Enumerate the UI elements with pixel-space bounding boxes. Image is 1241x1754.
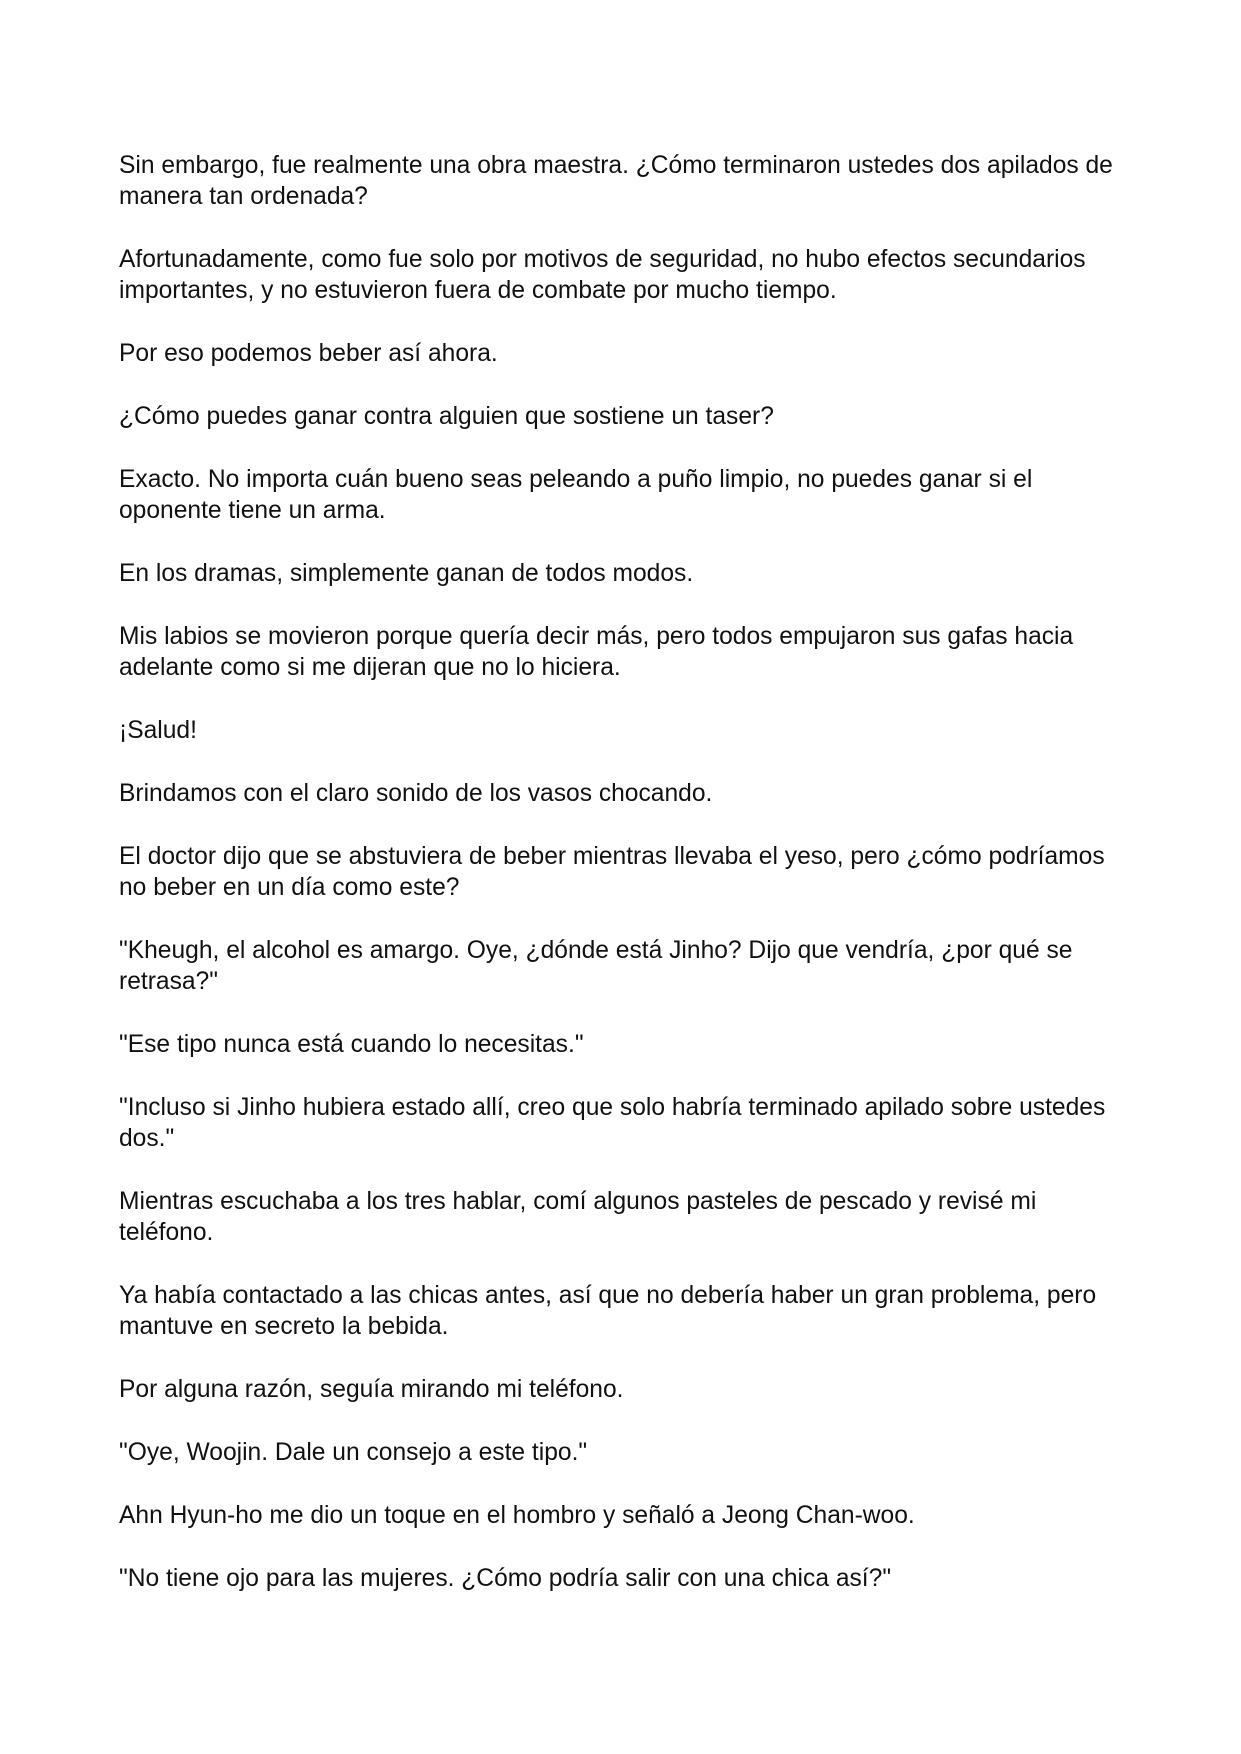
- paragraph: Ahn Hyun-ho me dio un toque en el hombro y señaló a Jeong Chan-woo.: [119, 1502, 915, 1529]
- paragraph: Por alguna razón, seguía mirando mi teléfono.: [119, 1376, 624, 1403]
- paragraph: Brindamos con el claro sonido de los vasos chocando.: [119, 780, 713, 807]
- paragraph: Ya había contactado a las chicas antes, así que no debería haber un gran problema, pero mantuve en secreto la bebida.: [119, 1282, 1097, 1340]
- paragraph: Afortunadamente, como fue solo por motivos de seguridad, no hubo efectos secundarios importantes, y no estuvieron fuera de combate por mucho tiempo.: [119, 246, 1086, 304]
- paragraph: "Oye, Woojin. Dale un consejo a este tipo.": [119, 1439, 588, 1466]
- paragraph: Exacto. No importa cuán bueno seas peleando a puño limpio, no puedes ganar si el oponente tiene un arma.: [119, 466, 1033, 524]
- paragraph: "Kheugh, el alcohol es amargo. Oye, ¿dónde está Jinho? Dijo que vendría, ¿por qué se retrasa?": [119, 937, 1073, 995]
- paragraph: El doctor dijo que se abstuviera de beber mientras llevaba el yeso, pero ¿cómo podríamos no beber en un día como este?: [119, 843, 1105, 901]
- document-body: [119, 150, 1124, 1626]
- paragraph: Mis labios se movieron porque quería decir más, pero todos empujaron sus gafas hacia adelante como si me dijeran que no lo hiciera.: [119, 623, 1074, 681]
- paragraph: Por eso podemos beber así ahora.: [119, 340, 498, 367]
- paragraph: "Incluso si Jinho hubiera estado allí, creo que solo habría terminado apilado sobre ustedes dos.": [119, 1094, 1106, 1152]
- paragraph: En los dramas, simplemente ganan de todos modos.: [119, 560, 694, 587]
- paragraph: "Ese tipo nunca está cuando lo necesitas.": [119, 1031, 584, 1058]
- paragraph: Mientras escuchaba a los tres hablar, comí algunos pasteles de pescado y revisé mi teléfono.: [119, 1188, 1037, 1246]
- paragraph: ¡Salud!: [119, 717, 197, 744]
- paragraph: Sin embargo, fue realmente una obra maestra. ¿Cómo terminaron ustedes dos apilados de manera tan ordenada?: [119, 152, 1113, 210]
- paragraph: "No tiene ojo para las mujeres. ¿Cómo podría salir con una chica así?": [119, 1565, 892, 1592]
- paragraph: ¿Cómo puedes ganar contra alguien que sostiene un taser?: [119, 403, 774, 430]
